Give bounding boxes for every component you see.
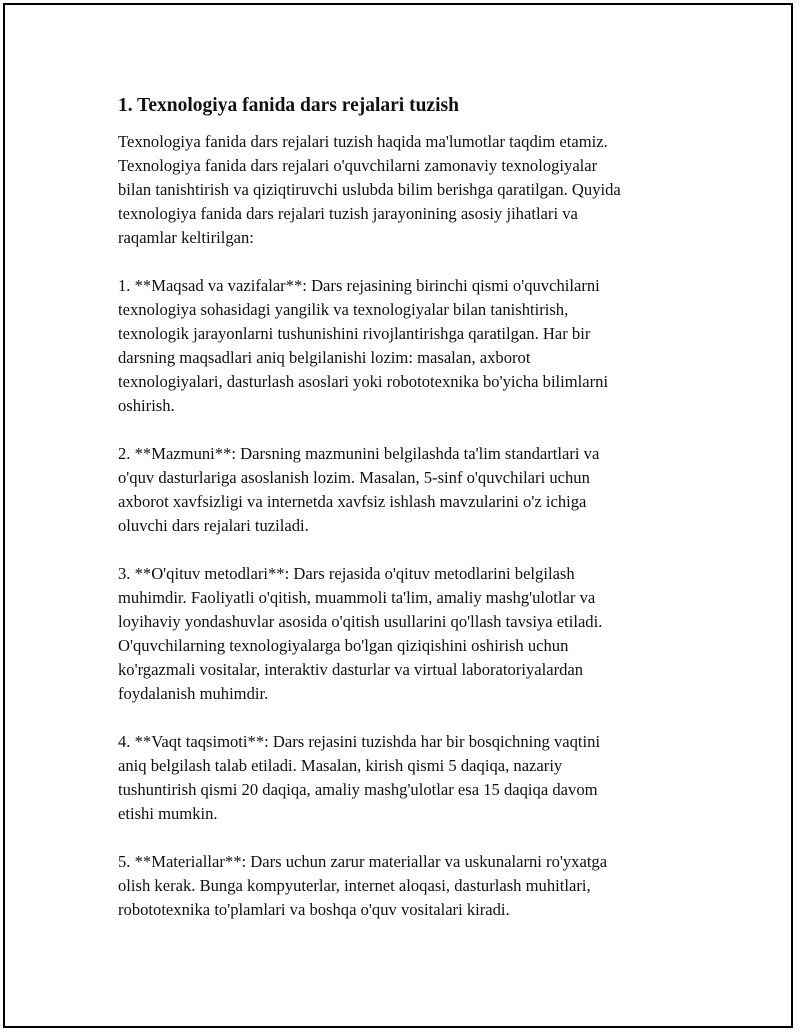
paragraph-line: axborot xavfsizligi va internetda xavfsiz ishlash mavzularini o'z ichiga (118, 492, 587, 511)
paragraph-line: tushuntirish qismi 20 daqiqa, amaliy mashg'ulotlar esa 15 daqiqa davom (118, 780, 598, 799)
paragraph-line: Texnologiya fanida dars rejalari o'quvchilarni zamonaviy texnologiyalar (118, 156, 598, 175)
paragraph-line: 2. **Mazmuni**: Darsning mazmunini belgilashda ta'lim standartlari va (118, 444, 600, 463)
paragraph-line: etishi mumkin. (118, 804, 218, 823)
document-body (118, 92, 678, 946)
paragraph-line: darsning maqsadlari aniq belgilanishi lozim: masalan, axborot (118, 348, 531, 367)
paragraph-line: 5. **Materiallar**: Dars uchun zarur materiallar va uskunalarni ro'yxatga (118, 852, 608, 871)
paragraph-line: muhimdir. Faoliyatli o'qitish, muammoli ta'lim, amaliy mashg'ulotlar va (118, 588, 596, 607)
paragraph-line: bilan tanishtirish va qiziqtiruvchi uslubda bilim berishga qaratilgan. Quyida (118, 180, 621, 199)
paragraph-line: texnologiya fanida dars rejalari tuzish jarayonining asosiy jihatlari va (118, 204, 578, 223)
paragraph-line: ko'rgazmali vositalar, interaktiv dasturlar va virtual laboratoriyalardan (118, 660, 584, 679)
paragraph-line: oshirish. (118, 396, 175, 415)
document-heading: 1. Texnologiya fanida dars rejalari tuzish (118, 95, 459, 116)
section-materials-paragraph (118, 850, 678, 922)
section-methods-paragraph (118, 562, 678, 706)
paragraph-line: foydalanish muhimdir. (118, 684, 269, 703)
paragraph-line: robototexnika to'plamlari va boshqa o'quv vositalari kiradi. (118, 900, 510, 919)
paragraph-line: olish kerak. Bunga kompyuterlar, internet aloqasi, dasturlash muhitlari, (118, 876, 591, 895)
paragraph-line: O'quvchilarning texnologiyalarga bo'lgan qiziqishini oshirish uchun (118, 636, 569, 655)
paragraph-line: oluvchi dars rejalari tuziladi. (118, 516, 309, 535)
paragraph-line: loyihaviy yondashuvlar asosida o'qitish usullarini qo'llash tavsiya etiladi. (118, 612, 603, 631)
paragraph-line: raqamlar keltirilgan: (118, 228, 254, 247)
paragraph-line: aniq belgilash talab etiladi. Masalan, kirish qismi 5 daqiqa, nazariy (118, 756, 563, 775)
paragraph-line: 3. **O'qituv metodlari**: Dars rejasida o'qituv metodlarini belgilash (118, 564, 575, 583)
paragraph-line: texnologik jarayonlarni tushunishini rivojlantirishga qaratilgan. Har bir (118, 324, 591, 343)
paragraph-line: texnologiya sohasidagi yangilik va texnologiyalar bilan tanishtirish, (118, 300, 569, 319)
paragraph-line: texnologiyalari, dasturlash asoslari yoki robototexnika bo'yicha bilimlarni (118, 372, 609, 391)
section-goals-paragraph (118, 274, 678, 418)
section-content-paragraph (118, 442, 678, 538)
paragraph-line: 1. **Maqsad va vazifalar**: Dars rejasining birinchi qismi o'quvchilarni (118, 276, 600, 295)
intro-paragraph (118, 130, 678, 250)
section-time-paragraph (118, 730, 678, 826)
paragraph-line: 4. **Vaqt taqsimoti**: Dars rejasini tuzishda har bir bosqichning vaqtini (118, 732, 601, 751)
paragraph-line: o'quv dasturlariga asoslanish lozim. Masalan, 5-sinf o'quvchilari uchun (118, 468, 590, 487)
paragraph-line: Texnologiya fanida dars rejalari tuzish haqida ma'lumotlar taqdim etamiz. (118, 132, 608, 151)
